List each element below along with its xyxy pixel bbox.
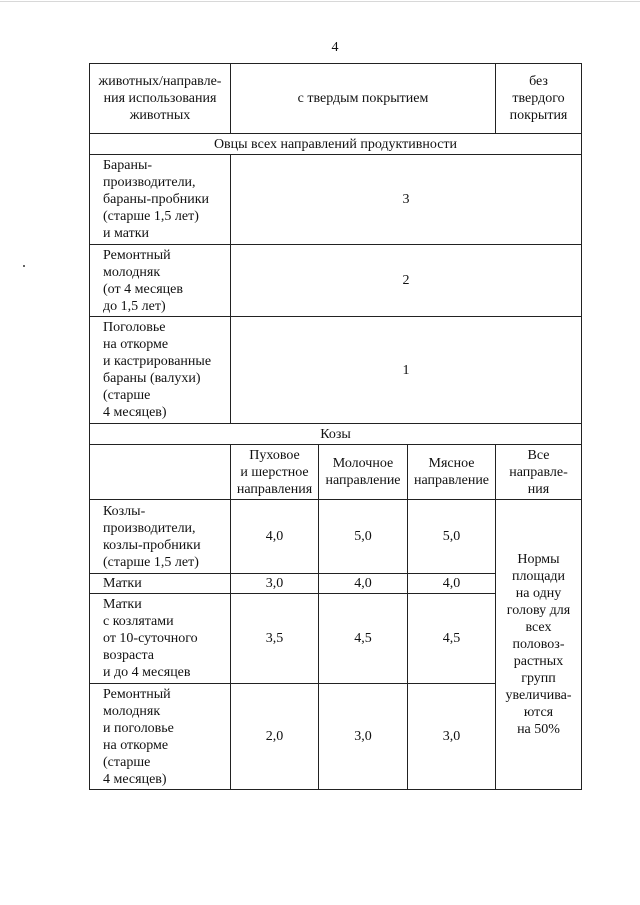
- page-number: 4: [331, 40, 339, 55]
- row-label: Ремонтный молодняк (от 4 месяцев до 1,5 лет): [90, 245, 231, 317]
- row-value: 3: [231, 155, 582, 245]
- value-dairy: 5,0: [319, 500, 408, 574]
- section-row-goats: [90, 424, 582, 445]
- goats-subheader-row: [90, 445, 582, 500]
- value-meat: 4,0: [408, 574, 496, 594]
- row-label: Поголовье на откорме и кастрированные бараны (валухи) (старше 4 месяцев): [90, 317, 231, 424]
- page-top-edge: [0, 1, 640, 2]
- section-title-sheep: Овцы всех направлений продуктивности: [90, 134, 582, 155]
- table-row: [90, 317, 582, 424]
- empty-cell: [90, 445, 231, 500]
- row-value: 2: [231, 245, 582, 317]
- value-down-wool: 4,0: [231, 500, 319, 574]
- section-row-sheep: [90, 134, 582, 155]
- row-label: Матки: [90, 574, 231, 594]
- subheader-all-directions: Все направле- ния: [496, 445, 582, 500]
- table-header-row: [90, 64, 582, 134]
- table-row: [90, 500, 582, 574]
- subheader-down-wool: Пуховое и шерстное направления: [231, 445, 319, 500]
- value-dairy: 4,5: [319, 594, 408, 684]
- row-label: Ремонтный молодняк и поголовье на откорме (старше 4 месяцев): [90, 684, 231, 790]
- value-meat: 5,0: [408, 500, 496, 574]
- value-down-wool: 3,5: [231, 594, 319, 684]
- value-dairy: 3,0: [319, 684, 408, 790]
- header-animal-group: животных/направле- ния использования животных: [90, 64, 231, 134]
- subheader-dairy: Молочное направление: [319, 445, 408, 500]
- livestock-area-norms-table: [89, 63, 582, 790]
- table-row: [90, 245, 582, 317]
- row-label: Козлы- производители, козлы-пробники (старше 1,5 лет): [90, 500, 231, 574]
- section-title-goats: Козы: [90, 424, 582, 445]
- row-value: 1: [231, 317, 582, 424]
- value-down-wool: 3,0: [231, 574, 319, 594]
- note-all-directions: Нормы площади на одну голову для всех половоз- растных групп увеличива- ются на 50%: [496, 500, 582, 790]
- value-meat: 3,0: [408, 684, 496, 790]
- subheader-meat: Мясное направление: [408, 445, 496, 500]
- table-row: [90, 155, 582, 245]
- header-no-hard-surface: без твердого покрытия: [496, 64, 582, 134]
- scan-speck: [23, 265, 25, 267]
- value-dairy: 4,0: [319, 574, 408, 594]
- value-meat: 4,5: [408, 594, 496, 684]
- row-label: Бараны- производители, бараны-пробники (старше 1,5 лет) и матки: [90, 155, 231, 245]
- row-label: Матки с козлятами от 10-суточного возраста и до 4 месяцев: [90, 594, 231, 684]
- value-down-wool: 2,0: [231, 684, 319, 790]
- header-hard-surface: с твердым покрытием: [231, 64, 496, 134]
